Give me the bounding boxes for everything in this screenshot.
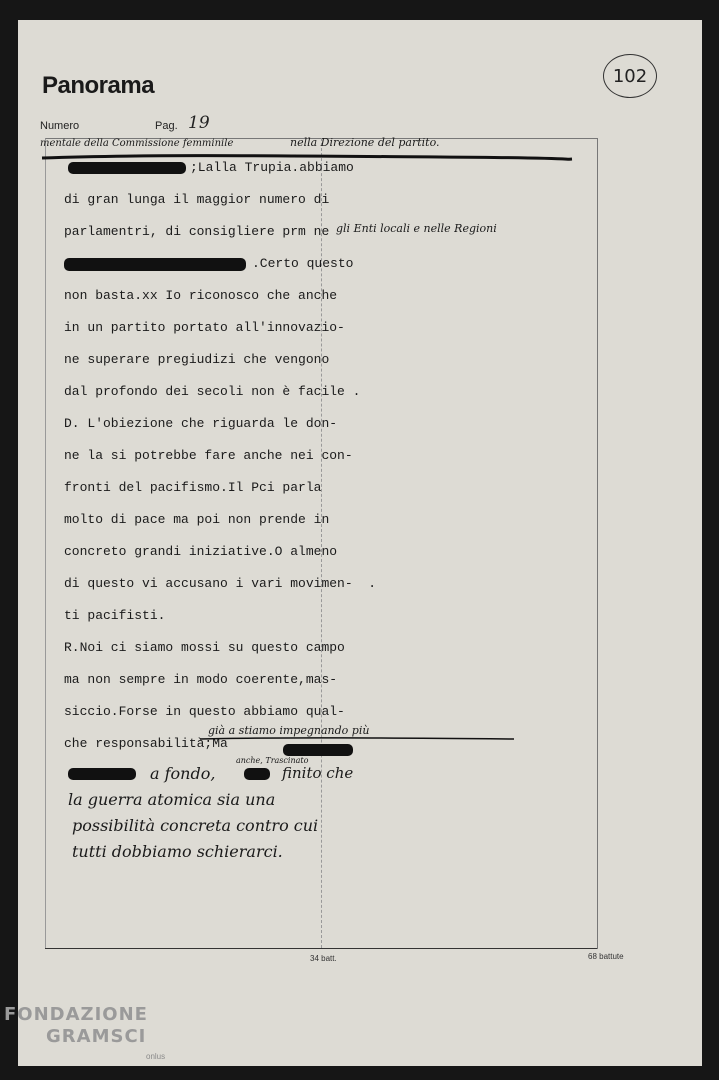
handwritten-small-insert: anche, Trascinato (236, 756, 309, 765)
handwritten-top-left: mentale della Commissione femminile (40, 138, 234, 149)
typed-line-14: di questo vi accusano i vari movimen- . (64, 576, 377, 591)
handwritten-line-2: la guerra atomica sia una (68, 790, 276, 809)
pag-number: 19 (188, 113, 210, 133)
typed-line-1: ;Lalla Trupia.abbiamo (190, 160, 354, 175)
redaction-1 (68, 162, 186, 174)
bottom-rule (45, 948, 597, 949)
typed-line-16: R.Noi ci siamo mossi su questo campo (64, 640, 345, 655)
pag-label: Pag. (155, 120, 178, 132)
typed-line-13: concreto grandi iniziative.O almeno (64, 544, 338, 559)
batt-34-label: 34 batt. (310, 954, 337, 963)
handwritten-bottom-insert: già a stiamo impegnando più (208, 724, 370, 737)
redaction-2 (64, 258, 246, 271)
numero-label: Numero (40, 120, 80, 132)
typed-line-7: ne superare pregiudizi che vengono (64, 352, 330, 367)
typed-line-9: D. L'obiezione che riguarda le don- (64, 416, 338, 431)
watermark-line-2: GRAMSCI (46, 1026, 147, 1047)
typed-line-6: in un partito portato all'innovazio- (64, 320, 345, 335)
typed-line-11: fronti del pacifismo.Il Pci parla (64, 480, 322, 495)
redaction-4 (68, 768, 136, 780)
typed-line-5: non basta.xx Io riconosco che anche (64, 288, 338, 303)
typed-line-15: ti pacifisti. (64, 608, 166, 623)
panorama-logo: Panorama (42, 72, 155, 99)
typed-line-17: ma non sempre in modo coerente,mas- (64, 672, 338, 687)
typed-line-12: molto di pace ma poi non prende in (64, 512, 330, 527)
typed-line-10: ne la si potrebbe fare anche nei con- (64, 448, 353, 463)
watermark-line-1: FONDAZIONE (4, 1004, 148, 1025)
watermark-sub: onlus (146, 1052, 166, 1061)
handwritten-line3-insert: gli Enti locali e nelle Regioni (336, 222, 497, 235)
typed-line-4: .Certo questo (252, 256, 354, 271)
strike-line-bottom (198, 734, 518, 744)
typed-line-2: di gran lunga il maggior numero di (64, 192, 330, 207)
typed-line-19: che responsabilità;Ma (64, 736, 228, 751)
redaction-3 (283, 744, 353, 756)
handwritten-top-right: nella Direzione del partito. (290, 136, 440, 149)
handwritten-line-1b: finito che (282, 764, 354, 782)
typed-line-3: parlamentri, di consigliere prm ne (64, 224, 330, 239)
batt-68-label: 68 battute (588, 952, 624, 961)
typed-line-18: siccio.Forse in questo abbiamo qual- (64, 704, 345, 719)
handwritten-line-1: a fondo, (150, 764, 216, 783)
fondazione-gramsci-watermark (4, 1004, 148, 1048)
document-sheet (18, 20, 702, 1066)
typed-line-8: dal profondo dei secoli non è facile . (64, 384, 361, 399)
handwritten-line-4: tutti dobbiamo schierarci. (72, 842, 283, 861)
redaction-5 (244, 768, 270, 780)
circled-page-number: 102 (603, 54, 657, 98)
handwritten-line-3: possibilità concreta contro cui (72, 816, 319, 835)
